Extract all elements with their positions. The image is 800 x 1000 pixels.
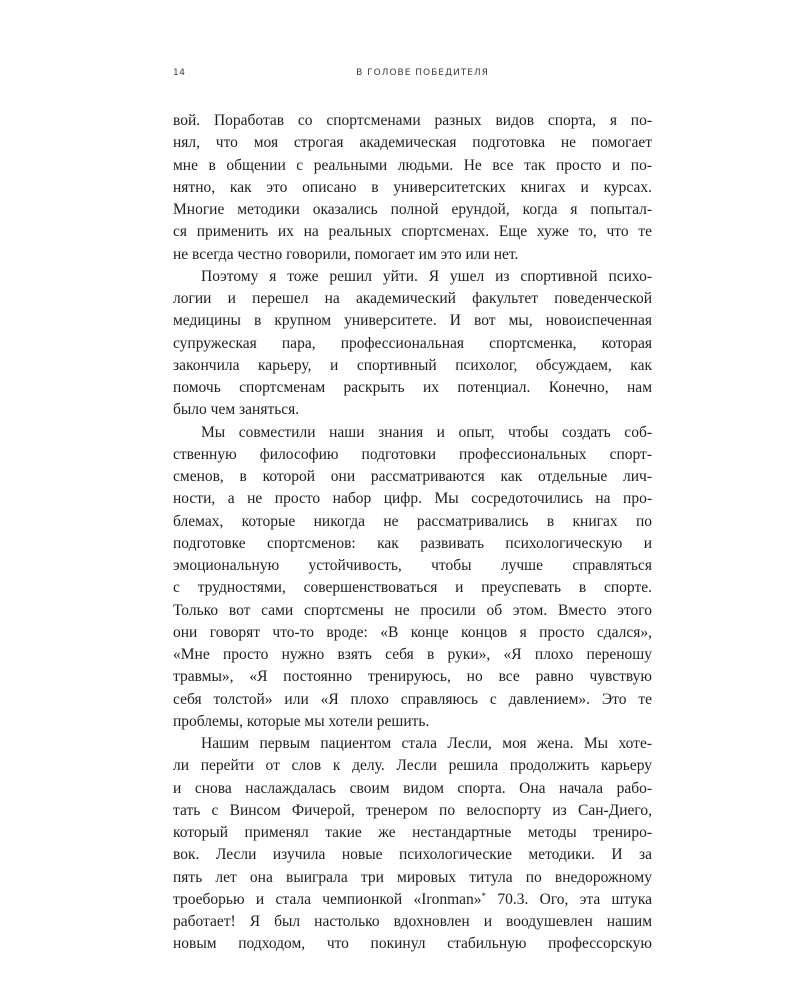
- text-line: который применял такие же нестандартные методы трениро-: [173, 824, 652, 841]
- text-line: нятно, как это описано в университетских книгах и курсах.: [173, 178, 652, 196]
- text-line: «Мне просто нужно взять себя в руки», «Я плохо переношу: [173, 646, 652, 663]
- text-line: подготовке спортсменов: как развивать психологическую и: [173, 534, 652, 552]
- text-line-with-footnote: [173, 889, 652, 911]
- text-line: ственную философию подготовки профессиональных спорт-: [173, 445, 652, 463]
- text-line: нял, что моя строгая академическая подготовка не помогает: [173, 134, 652, 152]
- running-header: [173, 68, 652, 82]
- paragraph-start: Мы совместили наши знания и опыт, чтобы создать соб-: [201, 423, 652, 441]
- text-line: тать с Винсом Фичерой, тренером по велоспорту из Сан-Диего,: [173, 801, 652, 819]
- text-line: травмы», «Я постоянно тренируюсь, но все равно чувствую: [173, 668, 652, 686]
- text-line: мне в общении с реальными людьми. Не все так просто и по-: [173, 156, 652, 174]
- text-line: они говорят что-то вроде: «В конце концов я просто сдался»,: [173, 623, 652, 641]
- line-text-tail: 70.3. Ого, эта штука: [486, 890, 652, 908]
- text-line: с трудностями, совершенствоваться и преуспевать в спорте.: [173, 579, 652, 597]
- text-line: супружеская пара, профессиональная спортсменка, которая: [173, 334, 652, 352]
- line-text: троеборью и стала чемпионкой «Ironman»: [173, 890, 482, 908]
- text-line: вок. Лесли изучила новые психологические методики. И за: [173, 846, 652, 864]
- text-line: новым подходом, что покинул стабильную профессорскую: [173, 935, 652, 953]
- text-line: ности, а не просто набор цифр. Мы сосредоточились на про-: [173, 490, 652, 508]
- text-line: Только вот сами спортсмены не просили об этом. Вместо этого: [173, 601, 652, 619]
- text-line: проблемы, которые мы хотели решить.: [173, 712, 430, 730]
- text-line: Многие методики оказались полной ерундой, когда я попытал-: [173, 201, 652, 218]
- text-line: себя толстой» или «Я плохо справляюсь с давлением». Это те: [173, 690, 652, 708]
- text-line: блемах, которые никогда не рассматривались в книгах по: [173, 512, 652, 530]
- text-line: ся применить их на реальных спортсменах. Еще хуже то, что те: [173, 223, 652, 241]
- text-line: ли перейти от слов к делу. Лесли решила продолжить карьеру: [173, 757, 652, 775]
- text-line: пять лет она выиграла три мировых титула по внедорожному: [173, 868, 652, 886]
- text-line: было чем заняться.: [173, 401, 300, 419]
- text-line: и снова наслаждалась своим видом спорта. Она начала рабо-: [173, 779, 652, 797]
- text-line: логии и перешел на академический факультет поведенческой: [173, 290, 652, 307]
- text-line: медицины в крупном университете. И вот мы, новоиспеченная: [173, 312, 652, 330]
- text-line: помочь спортсменам раскрыть их потенциал. Конечно, нам: [173, 379, 652, 396]
- paragraph-start: Поэтому я тоже решил уйти. Я ушел из спортивной психо-: [201, 267, 652, 285]
- text-line: закончила карьеру, и спортивный психолог, обсуждаем, как: [173, 356, 652, 374]
- page-number: 14: [173, 68, 186, 78]
- text-line: не всегда честно говорили, помогает им это или нет.: [173, 245, 519, 263]
- paragraph-start: Нашим первым пациентом стала Лесли, моя жена. Мы хоте-: [201, 735, 652, 752]
- text-line: вой. Поработав со спортсменами разных видов спорта, я по-: [173, 112, 652, 129]
- running-title: В ГОЛОВЕ ПОБЕДИТЕЛЯ: [356, 68, 489, 78]
- text-line: работает! Я был настолько вдохновлен и воодушевлен нашим: [173, 913, 652, 930]
- footnote-mark: *: [481, 890, 487, 901]
- text-line: сменов, в которой они рассматриваются как отдельные лич-: [173, 468, 652, 485]
- body-text: [173, 110, 652, 956]
- text-line: эмоциональную устойчивость, чтобы лучше справляться: [173, 557, 652, 574]
